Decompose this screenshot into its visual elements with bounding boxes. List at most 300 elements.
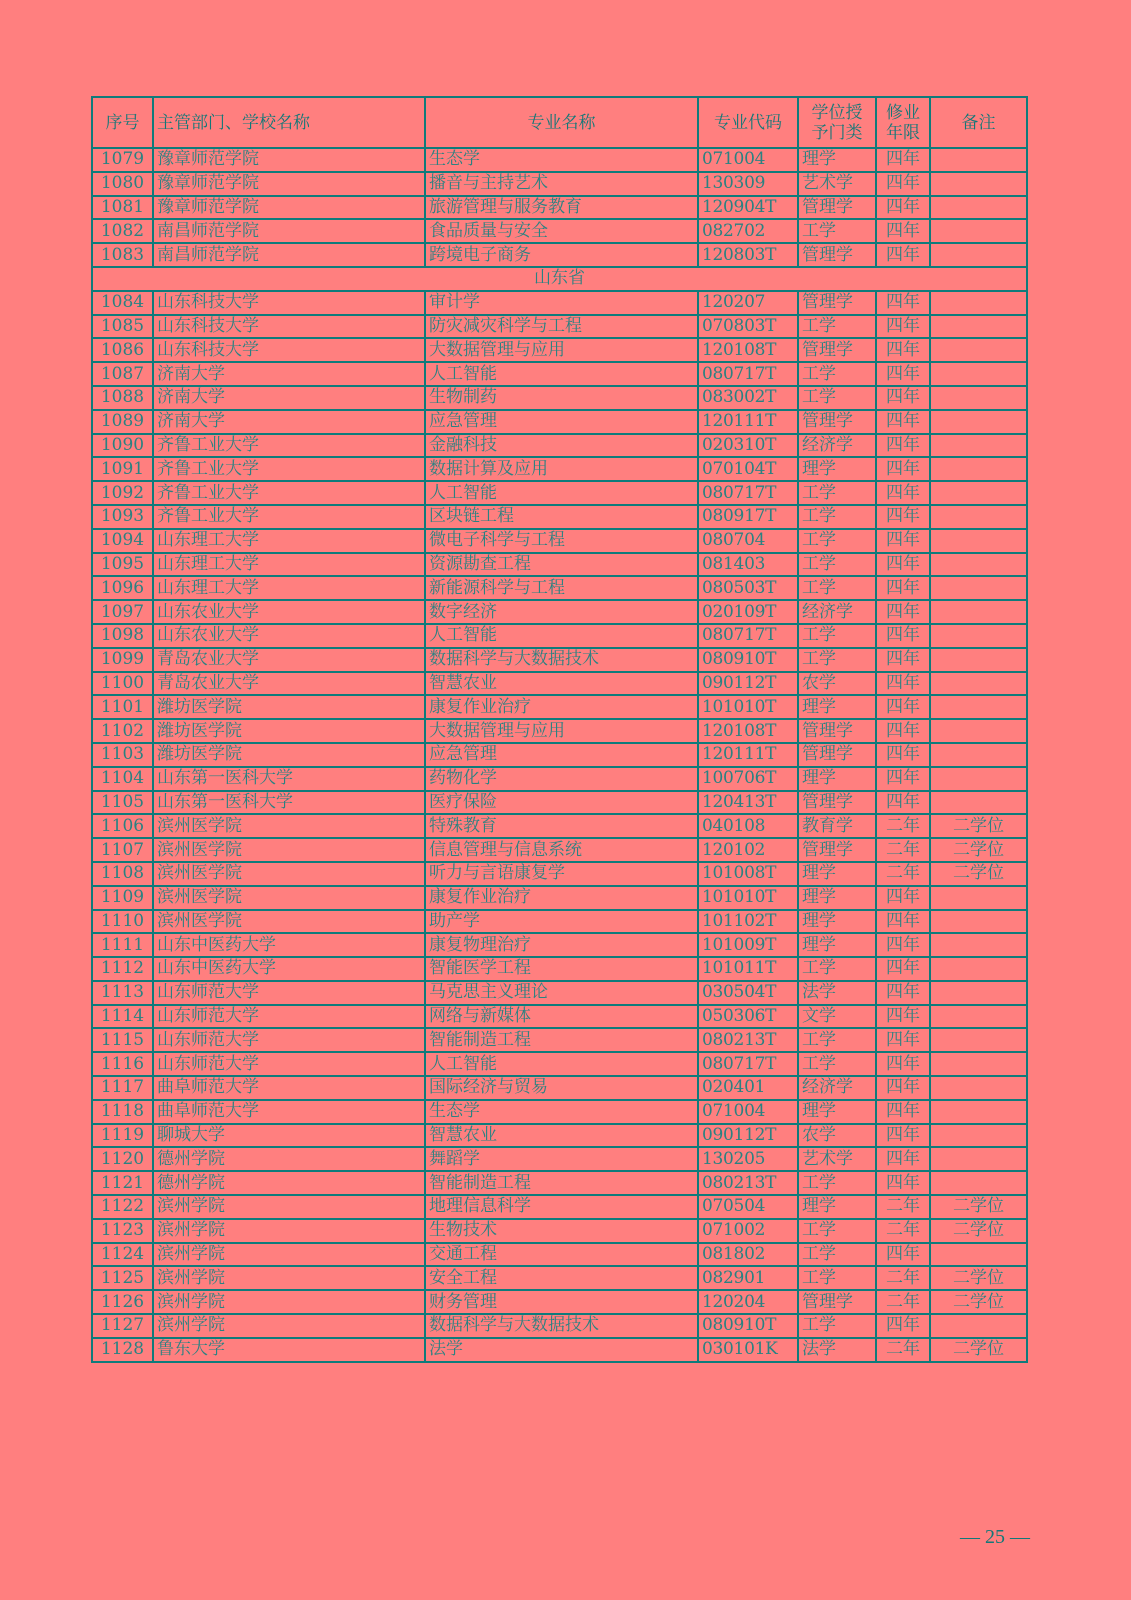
cell-school: 豫章师范学院 [153,196,425,220]
cell-category: 工学 [798,1314,876,1338]
cell-no: 1103 [92,743,153,767]
cell-school: 潍坊医学院 [153,743,425,767]
cell-major: 应急管理 [425,410,698,434]
cell-years: 四年 [876,695,930,719]
cell-code: 070504 [698,1195,798,1219]
cell-note [930,386,1027,410]
cell-major: 旅游管理与服务教育 [425,196,698,220]
cell-major: 交通工程 [425,1243,698,1267]
cell-code: 120102 [698,838,798,862]
cell-years: 四年 [876,910,930,934]
cell-category: 管理学 [798,291,876,315]
cell-no: 1127 [92,1314,153,1338]
cell-code: 080213T [698,1028,798,1052]
cell-school: 齐鲁工业大学 [153,457,425,481]
cell-note [930,1052,1027,1076]
cell-school: 山东师范大学 [153,981,425,1005]
cell-code: 120803T [698,243,798,267]
cell-years: 四年 [876,624,930,648]
cell-category: 工学 [798,1243,876,1267]
cell-major: 区块链工程 [425,505,698,529]
cell-major: 人工智能 [425,1052,698,1076]
cell-note [930,743,1027,767]
cell-school: 南昌师范学院 [153,219,425,243]
cell-note [930,553,1027,577]
cell-category: 工学 [798,362,876,386]
cell-years: 四年 [876,172,930,196]
table-row [92,1243,1027,1267]
cell-school: 济南大学 [153,410,425,434]
cell-note [930,719,1027,743]
cell-years: 四年 [876,386,930,410]
cell-no: 1086 [92,338,153,362]
cell-category: 工学 [798,1219,876,1243]
cell-category: 农学 [798,1124,876,1148]
cell-school: 滨州医学院 [153,862,425,886]
table-row [92,1076,1027,1100]
table-row [92,1195,1027,1219]
table-header [92,97,1027,148]
cell-category: 教育学 [798,814,876,838]
table-row [92,600,1027,624]
table-row [92,386,1027,410]
cell-major: 药物化学 [425,767,698,791]
cell-no: 1128 [92,1338,153,1362]
cell-major: 应急管理 [425,743,698,767]
cell-code: 120904T [698,196,798,220]
cell-note [930,1314,1027,1338]
cell-years: 二年 [876,1195,930,1219]
cell-major: 助产学 [425,910,698,934]
cell-code: 080717T [698,624,798,648]
cell-years: 二年 [876,862,930,886]
cell-category: 艺术学 [798,1147,876,1171]
cell-code: 101010T [698,886,798,910]
cell-years: 四年 [876,505,930,529]
cell-major: 资源勘查工程 [425,553,698,577]
header-note: 备注 [930,97,1027,148]
cell-major: 播音与主持艺术 [425,172,698,196]
cell-note [930,957,1027,981]
cell-years: 四年 [876,457,930,481]
cell-years: 四年 [876,1124,930,1148]
table-row [92,457,1027,481]
table-row [92,814,1027,838]
cell-code: 080503T [698,576,798,600]
cell-note [930,362,1027,386]
cell-code: 020109T [698,600,798,624]
table-row [92,338,1027,362]
cell-category: 管理学 [798,338,876,362]
cell-years: 二年 [876,1266,930,1290]
table-row [92,505,1027,529]
table-row [92,1171,1027,1195]
cell-note [930,576,1027,600]
header-no: 序号 [92,97,153,148]
cell-note [930,481,1027,505]
table-row [92,743,1027,767]
cell-school: 曲阜师范大学 [153,1100,425,1124]
cell-years: 四年 [876,576,930,600]
table-row [92,1314,1027,1338]
header-major: 专业名称 [425,97,698,148]
cell-category: 工学 [798,505,876,529]
cell-code: 080910T [698,1314,798,1338]
cell-school: 山东师范大学 [153,1005,425,1029]
cell-years: 四年 [876,362,930,386]
cell-school: 山东理工大学 [153,529,425,553]
cell-school: 德州学院 [153,1171,425,1195]
cell-school: 齐鲁工业大学 [153,434,425,458]
table-row [92,862,1027,886]
cell-category: 管理学 [798,410,876,434]
cell-school: 滨州医学院 [153,886,425,910]
cell-years: 四年 [876,315,930,339]
cell-no: 1089 [92,410,153,434]
cell-no: 1110 [92,910,153,934]
table-row [92,910,1027,934]
cell-years: 四年 [876,529,930,553]
cell-school: 滨州医学院 [153,910,425,934]
table-body-before-section [92,148,1027,267]
cell-major: 跨境电子商务 [425,243,698,267]
cell-years: 四年 [876,1052,930,1076]
table-row [92,148,1027,172]
table-row [92,576,1027,600]
cell-note [930,1243,1027,1267]
cell-code: 071002 [698,1219,798,1243]
cell-code: 083002T [698,386,798,410]
cell-note [930,767,1027,791]
header-school: 主管部门、学校名称 [153,97,425,148]
cell-years: 四年 [876,148,930,172]
table-row [92,1100,1027,1124]
cell-major: 智慧农业 [425,1124,698,1148]
cell-years: 四年 [876,1028,930,1052]
cell-no: 1088 [92,386,153,410]
header-years [876,97,930,148]
cell-code: 030101K [698,1338,798,1362]
cell-note [930,291,1027,315]
cell-years: 四年 [876,219,930,243]
cell-school: 山东理工大学 [153,576,425,600]
page-number: — 25 — [960,1526,1030,1548]
cell-category: 理学 [798,910,876,934]
cell-no: 1083 [92,243,153,267]
cell-major: 数据科学与大数据技术 [425,648,698,672]
cell-school: 山东理工大学 [153,553,425,577]
cell-category: 管理学 [798,1290,876,1314]
cell-years: 四年 [876,410,930,434]
cell-school: 青岛农业大学 [153,672,425,696]
cell-no: 1080 [92,172,153,196]
cell-school: 滨州学院 [153,1243,425,1267]
cell-code: 082702 [698,219,798,243]
cell-no: 1122 [92,1195,153,1219]
cell-code: 120111T [698,410,798,434]
cell-school: 齐鲁工业大学 [153,505,425,529]
cell-no: 1093 [92,505,153,529]
cell-no: 1117 [92,1076,153,1100]
cell-major: 法学 [425,1338,698,1362]
cell-no: 1096 [92,576,153,600]
cell-no: 1099 [92,648,153,672]
cell-years: 四年 [876,886,930,910]
cell-school: 潍坊医学院 [153,719,425,743]
cell-years: 二年 [876,814,930,838]
cell-note [930,196,1027,220]
cell-years: 四年 [876,1147,930,1171]
cell-years: 四年 [876,648,930,672]
cell-note [930,886,1027,910]
cell-major: 大数据管理与应用 [425,719,698,743]
cell-major: 生态学 [425,148,698,172]
cell-category: 工学 [798,648,876,672]
cell-major: 生物技术 [425,1219,698,1243]
cell-years: 二年 [876,1290,930,1314]
cell-school: 滨州学院 [153,1314,425,1338]
cell-code: 130205 [698,1147,798,1171]
cell-school: 山东科技大学 [153,291,425,315]
cell-school: 山东第一医科大学 [153,791,425,815]
cell-years: 四年 [876,1243,930,1267]
cell-school: 山东第一医科大学 [153,767,425,791]
cell-years: 四年 [876,1314,930,1338]
table-row [92,1290,1027,1314]
cell-note: 二学位 [930,1266,1027,1290]
cell-no: 1094 [92,529,153,553]
cell-school: 山东农业大学 [153,624,425,648]
cell-code: 081403 [698,553,798,577]
cell-category: 工学 [798,1171,876,1195]
cell-note [930,457,1027,481]
cell-note [930,600,1027,624]
cell-no: 1082 [92,219,153,243]
cell-code: 100706T [698,767,798,791]
header-years-line2: 年限 [886,122,920,143]
cell-category: 工学 [798,1028,876,1052]
table-row [92,362,1027,386]
cell-category: 管理学 [798,838,876,862]
cell-note [930,410,1027,434]
cell-no: 1118 [92,1100,153,1124]
table-row [92,1052,1027,1076]
cell-note [930,172,1027,196]
cell-no: 1081 [92,196,153,220]
cell-school: 南昌师范学院 [153,243,425,267]
cell-no: 1105 [92,791,153,815]
table-row [92,791,1027,815]
cell-no: 1116 [92,1052,153,1076]
cell-no: 1124 [92,1243,153,1267]
header-category-line1: 学位授 [811,102,863,123]
cell-code: 090112T [698,1124,798,1148]
cell-school: 滨州学院 [153,1195,425,1219]
cell-school: 山东科技大学 [153,315,425,339]
cell-note [930,529,1027,553]
cell-years: 四年 [876,933,930,957]
cell-category: 经济学 [798,1076,876,1100]
cell-school: 山东师范大学 [153,1052,425,1076]
table-row [92,410,1027,434]
cell-years: 四年 [876,338,930,362]
table-row [92,981,1027,1005]
header-category [798,97,876,148]
cell-major: 人工智能 [425,362,698,386]
cell-note [930,505,1027,529]
cell-major: 财务管理 [425,1290,698,1314]
cell-code: 050306T [698,1005,798,1029]
cell-note: 二学位 [930,814,1027,838]
cell-code: 080213T [698,1171,798,1195]
cell-major: 微电子科学与工程 [425,529,698,553]
cell-note [930,315,1027,339]
cell-school: 滨州学院 [153,1266,425,1290]
cell-major: 网络与新媒体 [425,1005,698,1029]
cell-category: 理学 [798,933,876,957]
cell-no: 1090 [92,434,153,458]
table-row [92,434,1027,458]
section-body [92,267,1027,291]
cell-no: 1079 [92,148,153,172]
cell-school: 曲阜师范大学 [153,1076,425,1100]
cell-category: 法学 [798,1338,876,1362]
cell-category: 理学 [798,1195,876,1219]
cell-note [930,695,1027,719]
cell-note [930,1147,1027,1171]
cell-code: 081802 [698,1243,798,1267]
table-row [92,1147,1027,1171]
cell-years: 四年 [876,481,930,505]
cell-years: 四年 [876,981,930,1005]
table-row [92,1028,1027,1052]
cell-code: 101010T [698,695,798,719]
cell-major: 食品质量与安全 [425,219,698,243]
cell-category: 理学 [798,767,876,791]
cell-school: 豫章师范学院 [153,172,425,196]
table-row [92,1005,1027,1029]
cell-note [930,1028,1027,1052]
cell-no: 1084 [92,291,153,315]
cell-school: 德州学院 [153,1147,425,1171]
cell-years: 四年 [876,243,930,267]
cell-code: 070104T [698,457,798,481]
cell-school: 鲁东大学 [153,1338,425,1362]
cell-years: 四年 [876,719,930,743]
cell-major: 生物制药 [425,386,698,410]
cell-category: 管理学 [798,243,876,267]
cell-code: 071004 [698,148,798,172]
table-row [92,957,1027,981]
cell-category: 工学 [798,481,876,505]
cell-school: 济南大学 [153,362,425,386]
cell-note [930,338,1027,362]
cell-note: 二学位 [930,1195,1027,1219]
cell-major: 康复物理治疗 [425,933,698,957]
cell-school: 滨州学院 [153,1290,425,1314]
cell-no: 1111 [92,933,153,957]
cell-years: 四年 [876,553,930,577]
cell-category: 文学 [798,1005,876,1029]
table-row [92,219,1027,243]
cell-category: 工学 [798,219,876,243]
cell-category: 工学 [798,576,876,600]
cell-note [930,219,1027,243]
cell-no: 1120 [92,1147,153,1171]
cell-category: 艺术学 [798,172,876,196]
table-row [92,838,1027,862]
cell-no: 1101 [92,695,153,719]
cell-category: 经济学 [798,600,876,624]
cell-major: 智能制造工程 [425,1028,698,1052]
cell-note [930,1005,1027,1029]
cell-code: 101011T [698,957,798,981]
cell-major: 康复作业治疗 [425,695,698,719]
cell-note [930,243,1027,267]
cell-no: 1125 [92,1266,153,1290]
header-row [92,97,1027,148]
majors-table [91,96,1028,1363]
cell-no: 1109 [92,886,153,910]
table-row [92,695,1027,719]
cell-major: 数据计算及应用 [425,457,698,481]
cell-category: 理学 [798,886,876,910]
cell-category: 工学 [798,529,876,553]
cell-code: 082901 [698,1266,798,1290]
cell-no: 1098 [92,624,153,648]
cell-note [930,981,1027,1005]
table-row [92,886,1027,910]
cell-code: 020310T [698,434,798,458]
cell-code: 020401 [698,1076,798,1100]
cell-note [930,648,1027,672]
table-row [92,196,1027,220]
cell-years: 四年 [876,743,930,767]
cell-code: 130309 [698,172,798,196]
cell-major: 金融科技 [425,434,698,458]
cell-school: 潍坊医学院 [153,695,425,719]
table-row [92,529,1027,553]
cell-years: 二年 [876,838,930,862]
cell-years: 四年 [876,600,930,624]
cell-category: 工学 [798,624,876,648]
cell-code: 120111T [698,743,798,767]
table-row [92,933,1027,957]
cell-category: 管理学 [798,719,876,743]
table-row [92,624,1027,648]
cell-note: 二学位 [930,862,1027,886]
cell-years: 二年 [876,1338,930,1362]
cell-category: 管理学 [798,791,876,815]
cell-major: 舞蹈学 [425,1147,698,1171]
cell-code: 120204 [698,1290,798,1314]
cell-category: 理学 [798,148,876,172]
cell-years: 四年 [876,1171,930,1195]
cell-school: 滨州医学院 [153,838,425,862]
cell-category: 管理学 [798,743,876,767]
table-row [92,767,1027,791]
cell-major: 地理信息科学 [425,1195,698,1219]
cell-no: 1108 [92,862,153,886]
cell-code: 101009T [698,933,798,957]
cell-major: 智能医学工程 [425,957,698,981]
cell-no: 1112 [92,957,153,981]
cell-major: 特殊教育 [425,814,698,838]
cell-years: 四年 [876,672,930,696]
cell-category: 理学 [798,457,876,481]
cell-code: 120207 [698,291,798,315]
cell-no: 1092 [92,481,153,505]
